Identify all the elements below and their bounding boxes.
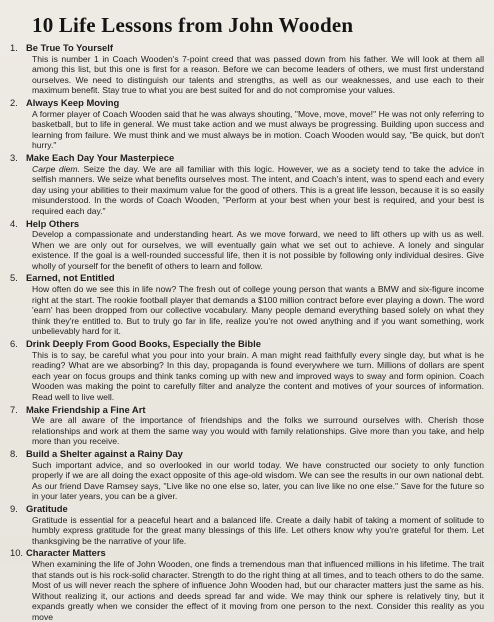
item-number: 4. <box>10 217 18 229</box>
item-text: This is to say, be careful what you pour into your brain. A man might read faithfully every single day, but what is he reading? What are we absorbing? In this day, propaganda is found everywhere we turn. Millions of dollars are spent each year on focus groups and think tanks coming up with new and improved ways to sway and form opinion. Coach Wooden was making the point to carefully filter and analyze the content and motives of your sources of information. Read well to live well. <box>32 349 484 402</box>
item-number: 5. <box>10 272 18 284</box>
list-item <box>10 153 484 217</box>
item-heading: Make Friendship a Fine Art <box>26 403 146 415</box>
item-number: 7. <box>10 403 18 415</box>
item-number: 1. <box>10 42 18 53</box>
item-heading: Drink Deeply From Good Books, Especially the Bible <box>26 338 261 350</box>
item-text: Develop a compassionate and understanding heart. As we move forward, we need to lift others up with us as well. When we are only out for ourselves, we will eventually gain what we set out to achieve. A lonely and singular existence. If the goal is a well-rounded successful life, then it is not possible by following only individual desires. Give wholly of yourself for the benefit of others to learn and follow. <box>32 229 484 271</box>
list-item <box>10 219 484 272</box>
list-item <box>10 548 484 622</box>
item-number: 2. <box>10 96 18 108</box>
item-number: 9. <box>10 502 18 514</box>
item-text: Such important advice, and so overlooked in our world today. We have constructed our society to only function properly if we are all doing the exact opposite of this age-old wisdom. We can see the results in our own national debt. As our friend Dave Ramsey says, "Live like no one else so, later, you can live like no one else." Save for the future so in your later years, you can be a giver. <box>32 459 484 502</box>
list-item <box>10 339 484 403</box>
item-text: A former player of Coach Wooden said that he was always shouting, "Move, move, move!" He was not only referring to basketball, but to life in general. We must take action and we must always be progressing. Building upon success and learning from failure. We must think and we must always be in motion. Coach Wooden would say, "Be quick, but don't hurry." <box>32 108 484 151</box>
item-heading: Make Each Day Your Masterpiece <box>26 151 175 163</box>
list-item <box>10 504 484 546</box>
item-number: 6. <box>10 338 18 350</box>
item-heading: Help Others <box>26 217 80 229</box>
item-heading: Gratitude <box>26 502 68 514</box>
item-text <box>32 164 484 217</box>
item-text: How often do we see this in life now? The fresh out of college young person that wants a BMW and six-figure income right at the start. The rookie football player that demands a $100 million contract before ever playing a down. The word 'earn' has been dropped from our collective vocabulary. Many people demand everything based solely on what they think they're entitled to. But to truly go far in life, realize you're not owed anything and if you want something, work unbelievably hard for it. <box>32 284 484 337</box>
item-text: Gratitude is essential for a peaceful heart and a balanced life. Create a daily habit of taking a moment of solitude to humbly express gratitude for the great many blessings of this life. Let others know why you're grateful for them. Let thanksgiving be the narrative of your life. <box>32 514 484 546</box>
item-heading: Always Keep Moving <box>26 96 120 108</box>
list-item <box>10 43 484 96</box>
item-text: We are all aware of the importance of friendships and the folks we surround ourselves with. Cherish those relationships and work at them the same way you would with family relationships. Give more than you take, and help more than you receive. <box>32 415 484 447</box>
list-item <box>10 273 484 337</box>
item-number: 8. <box>10 447 18 459</box>
item-number: 10. <box>10 547 24 559</box>
lessons-list <box>10 43 484 622</box>
item-number: 3. <box>10 151 18 163</box>
list-item <box>10 98 484 151</box>
item-text: When examining the life of John Wooden, one finds a tremendous man that influenced millions in his lifetime. The trait that stands out is his rock-solid character. Strength to do the right thing at all times, and to teach others to do the same. Most of us will never reach the sphere of influence John Wooden had, but our character matters just the same as his. Without realizing it, our actions and deeds spread far and wide. We may think our sphere is relatively tiny, but it expands greatly when we consider the effect of it moving from one person to the next. Consider this reality as you move <box>32 558 484 622</box>
item-text-italic: Carpe diem. <box>32 163 80 174</box>
item-heading: Be True To Yourself <box>26 42 113 53</box>
item-heading: Earned, not Entitled <box>26 272 115 284</box>
list-item <box>10 405 484 447</box>
item-text-rest: Seize the day. We are all familiar with this logic. However, we as a society tend to take the advice in selfish manners. We seize what benefits ourselves most. The intent, and Coach's intent, was to spend each and every day using your abilities to their maximum value for the good of others. This is a great life lesson, because it is so easily misunderstood. In the words of Coach Wooden, "Perform at your best when your best is required, and your best is required each day." <box>32 163 484 216</box>
item-heading: Character Matters <box>26 547 106 559</box>
list-item <box>10 449 484 502</box>
item-heading: Build a Shelter against a Rainy Day <box>26 447 183 459</box>
item-text: This is number 1 in Coach Wooden's 7-point creed that was passed down from his father. We will look at them all among this list, but this one is first for a reason. Before we can become leaders of others, we must first understand ourselves. We need to distinguish our talents and strengths, as well as our weaknesses, and use each to their maximum benefit. Stay true to what you are best suited for and do not compromise your values. <box>32 53 484 96</box>
page-title: 10 Life Lessons from John Wooden <box>32 13 354 37</box>
